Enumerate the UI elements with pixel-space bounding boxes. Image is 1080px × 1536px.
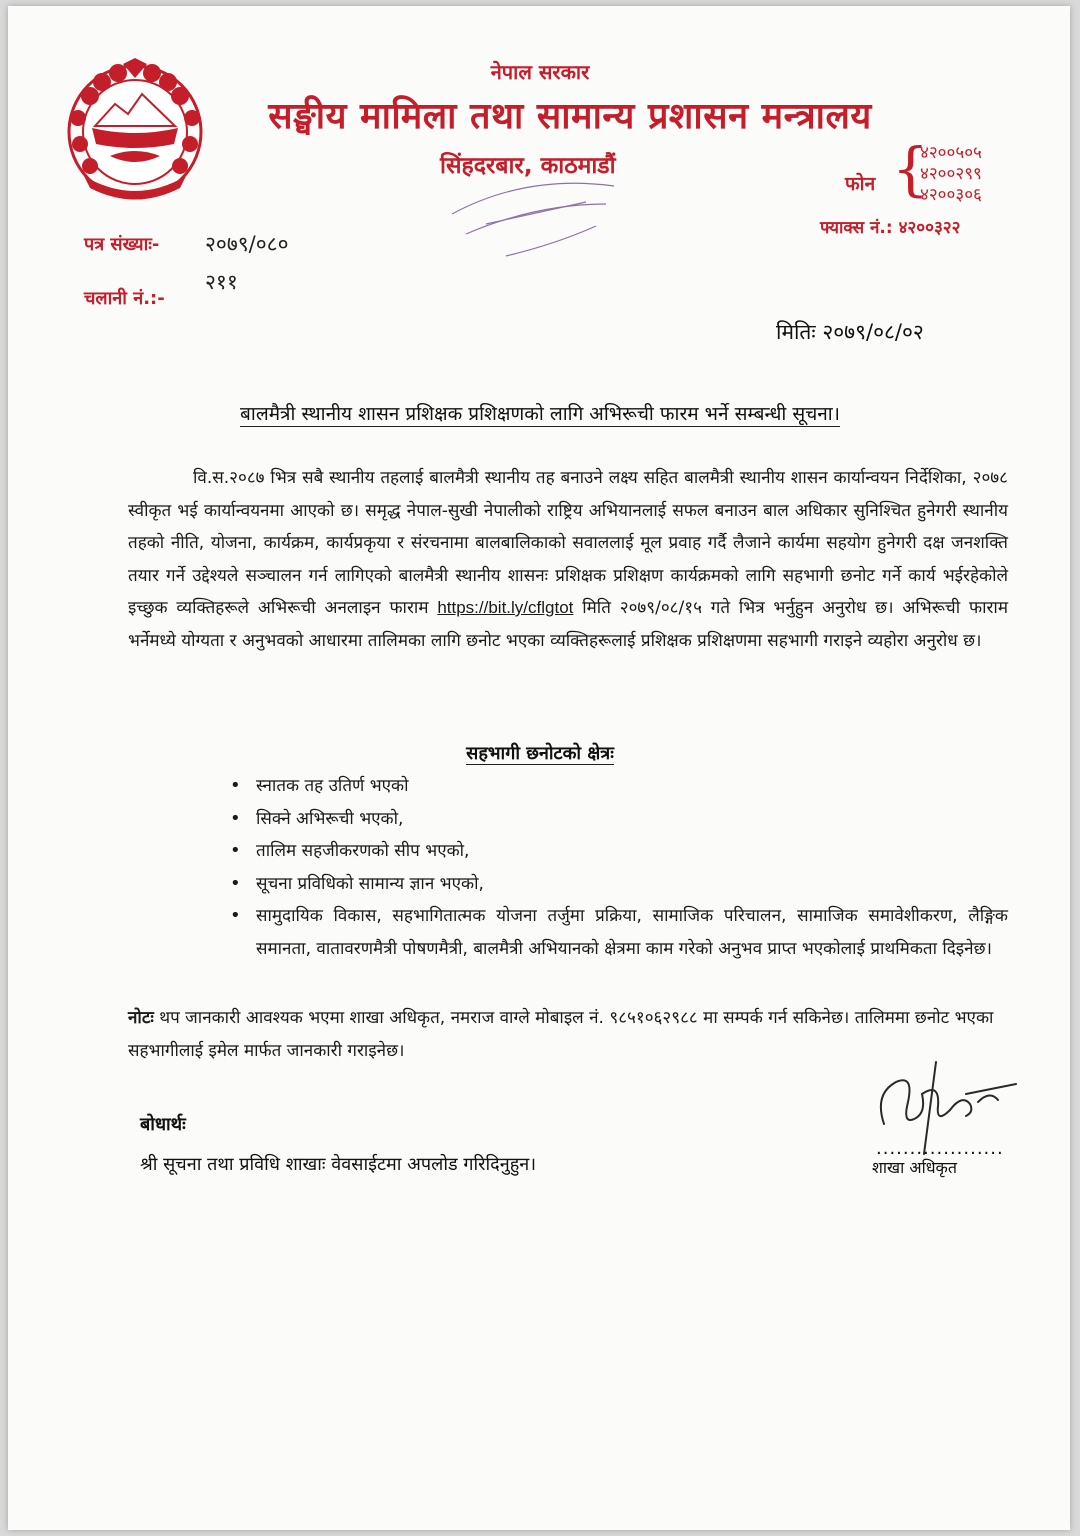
letter-number: २०७९/०८० xyxy=(205,232,289,256)
list-item: • सिक्ने अभिरूची भएको, xyxy=(230,803,1008,836)
ministry-address: सिंहदरबार, काठमाडौं xyxy=(440,153,616,179)
list-item: • स्नातक तह उतिर्ण भएको xyxy=(230,770,1008,803)
letter-number-label: पत्र संख्याः- xyxy=(84,234,160,255)
fax-number: फ्याक्स नं.: ४२००३२२ xyxy=(820,218,961,238)
signature-line: ................... xyxy=(876,1138,1004,1159)
phone-label: फोन xyxy=(845,173,876,195)
subject-text: बालमैत्री स्थानीय शासन प्रशिक्षक प्रशिक्षणको लागि अभिरूची फारम भर्ने सम्बन्धी सूचना। xyxy=(240,403,840,425)
dispatch-number: २११ xyxy=(205,270,238,294)
signatory-title: शाखा अधिकृत xyxy=(872,1158,957,1177)
criteria-list xyxy=(230,770,1008,965)
phone-number: ४२००५०५ xyxy=(920,143,982,163)
dispatch-number-label: चलानी नं.:- xyxy=(84,288,165,309)
list-item: • तालिम सहजीकरणको सीप भएको, xyxy=(230,835,1008,868)
phone-list xyxy=(920,143,982,206)
cc-recipient: श्री सूचना तथा प्रविधि शाखाः वेवसाईटमा अपलोड गरिदिनुहुन। xyxy=(140,1154,537,1175)
phone-number: ४२००२९९ xyxy=(920,164,982,184)
list-item: • सामुदायिक विकास, सहभागितात्मक योजना तर्जुमा प्रक्रिया, सामाजिक परिचालन, सामाजिक समावेशीकरण, लैङ्गिक समानता, वातावरणमैत्री पोषणमैत्री, बालमैत्री अभियानको क्षेत्रमा काम गरेको अनुभव प्राप्त भएकोलाई प्राथमिकता दिइनेछ। xyxy=(230,900,1008,965)
form-link[interactable]: https://bit.ly/cflgtot xyxy=(437,598,574,617)
criteria-title-text: सहभागी छनोटको क्षेत्रः xyxy=(466,743,614,764)
list-item: • सूचना प्रविधिको सामान्य ज्ञान भएको, xyxy=(230,868,1008,901)
office-stamp-icon xyxy=(446,174,621,264)
notice-subject xyxy=(0,400,1080,426)
cc-label: बोधार्थः xyxy=(140,1114,186,1135)
government-name: नेपाल सरकार xyxy=(490,60,590,84)
ministry-name: सङ्घीय मामिला तथा सामान्य प्रशासन मन्त्रालय xyxy=(268,96,872,137)
phone-number: ४२००३०६ xyxy=(920,185,982,205)
note-label: नोटः xyxy=(128,1008,154,1028)
note xyxy=(128,1002,1008,1068)
body-part-1: वि.स.२०८७ भित्र सबै स्थानीय तहलाई बालमैत्री स्थानीय तह बनाउने लक्ष्य सहित बालमैत्री स्थानीय शासन कार्यान्वयन निर्देशिका, २०७८ स्वीकृत भई कार्यान्वयनमा आएको छ। समृद्ध नेपाल-सुखी नेपालीको राष्ट्रिय अभियानलाई सफल बनाउन बाल अधिकार सुनिश्चित हुनेगरी स्थानीय तहको नीति, योजना, कार्यक्रम, कार्यप्रकृया र संरचनामा बालबालिकाको सवाललाई मूल प्रवाह गर्दै लैजाने कार्यमा सहयोग हुनेगरी दक्ष जनशक्ति तयार गर्ने उद्देश्यले सञ्चालन गर्न लागिएको बालमैत्री स्थानीय शासनः प्रशिक्षक प्रशिक्षण कार्यक्रमको लागि सहभागी छनोट गर्ने कार्य भईरहेकोले इच्छुक व्यक्तिहरूले अभिरूची अनलाइन फाराम xyxy=(128,468,1008,618)
criteria-title xyxy=(0,741,1080,765)
letter-date: मितिः २०७९/०८/०२ xyxy=(776,320,924,344)
notice-body xyxy=(128,462,1008,657)
note-text: थप जानकारी आवश्यक भएमा शाखा अधिकृत, नमराज वाग्ले मोबाइल नं. ९८५१०६२९८८ मा सम्पर्क गर्न सकिनेछ। तालिममा छनोट भएका सहभागीलाई इमेल मार्फत जानकारी गराइनेछ। xyxy=(128,1008,994,1061)
body-part-2: मिति २०७९/०८/१५ गते भित्र भर्नुहुन अनुरोध छ। अभिरूची फाराम भर्नेमध्ये योग्यता र अनुभवको आधारमा तालिमका लागि छनोट भएका व्यक्तिहरूलाई प्रशिक्षक प्रशिक्षणमा सहभागी गराइने व्यहोरा अनुरोध छ। xyxy=(128,598,1008,651)
phone-brace: { xyxy=(892,135,929,203)
